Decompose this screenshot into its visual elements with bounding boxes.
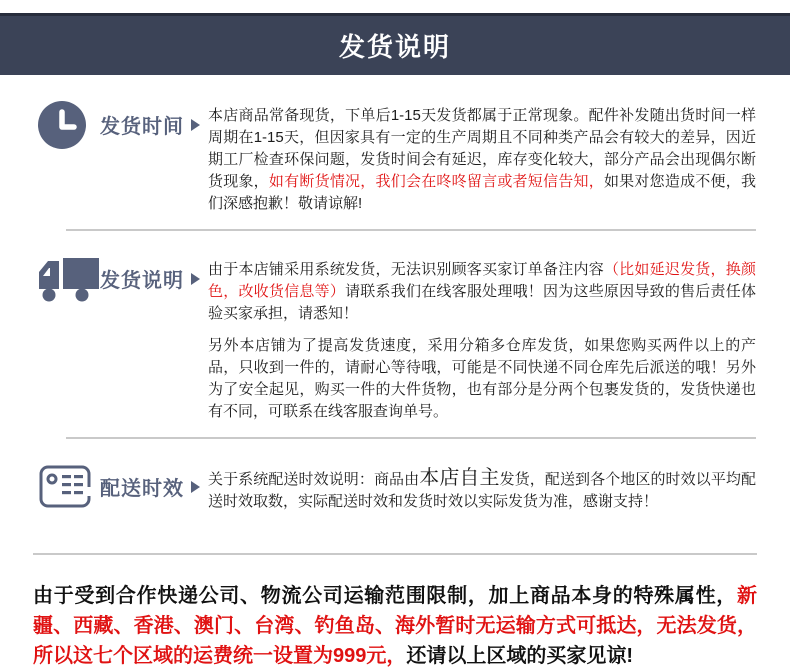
list-icon: [38, 463, 100, 511]
text-segment: （比如延迟发货，换颜色，改收货信息等）: [208, 261, 756, 300]
text-segment: 还请以上区域的买家见谅!: [406, 645, 634, 667]
section-label: [100, 463, 208, 501]
section-label-text: 配送时效: [100, 478, 184, 500]
text-segment: 如果对您造成不便，我们深感抱歉！敬请谅解!: [208, 173, 756, 212]
page-header: [0, 13, 790, 75]
section-label: [100, 101, 208, 139]
text-segment: 如有断货情况，我们会在咚咚留言或者短信告知，: [268, 173, 604, 190]
section-label-text: 发货时间: [100, 116, 184, 138]
section-text: [208, 463, 756, 513]
arrow-right-icon: [191, 273, 200, 285]
section-text: [208, 255, 756, 423]
arrow-right-icon: [191, 119, 200, 131]
truck-icon: [38, 255, 100, 303]
page-title: 发货说明: [338, 32, 451, 62]
section-text: [208, 101, 756, 215]
text-segment: 本店自主: [419, 467, 500, 489]
shipping-notice-page: [0, 13, 790, 671]
section-delivery-time: [0, 439, 790, 553]
footer-notice: [33, 581, 757, 671]
text-segment: 发货，配送到各个地区的时效以平均配送时效取数，实际配送时效和发货时效以实际发货为准，感谢支持！: [208, 471, 756, 510]
text-segment: 请联系我们在线客服处理哦！因为这些原因导致的售后责任体验买家承担，请悉知！: [208, 283, 756, 322]
paragraph: [208, 467, 756, 513]
text-segment: 另外本店铺为了提高发货速度，采用分箱多仓库发货，如果您购买两件以上的产品，只收到一件的，请耐心等待哦，可能是不同快递不同仓库先后派送的哦！另外为了安全起见，购买一件的大件货物，也有部分是分两个包裹发货的，发货快递也有不同，可联系在线客服查询单号。: [208, 337, 756, 420]
arrow-right-icon: [191, 481, 200, 493]
text-segment: 新疆、西藏、香港、澳门、台湾、钓鱼岛、海外暂时无运输方式可抵达，无法发货，所以这七个区域的运费统一设置为999元，: [33, 585, 757, 667]
section-label: [100, 255, 208, 293]
paragraph: [208, 259, 756, 325]
section-shipping-notes: [0, 231, 790, 437]
section-label-text: 发货说明: [100, 270, 184, 292]
text-segment: 关于系统配送时效说明：商品由: [208, 471, 420, 488]
section-shipping-time: [0, 75, 790, 229]
paragraph: [208, 105, 756, 215]
sections: [0, 75, 790, 553]
footer-divider: [33, 553, 757, 555]
text-segment: 由于受到合作快递公司、物流公司运输范围限制，加上商品本身的特殊属性，: [33, 585, 737, 607]
clock-icon: [38, 101, 100, 149]
text-segment: 本店商品常备现货，下单后1-15天发货都属于正常现象。配件补发随出货时间一样周期在1-15天，但因家具有一定的生产周期且不同种类产品会有较大的差异，因近期工厂检查环保问题，发货时间会有延迟，库存变化较大，部分产品会出现偶尔断货现象，: [208, 107, 756, 190]
paragraph: [208, 335, 756, 423]
text-segment: 由于本店铺采用系统发货，无法识别顾客买家订单备注内容: [208, 261, 604, 278]
